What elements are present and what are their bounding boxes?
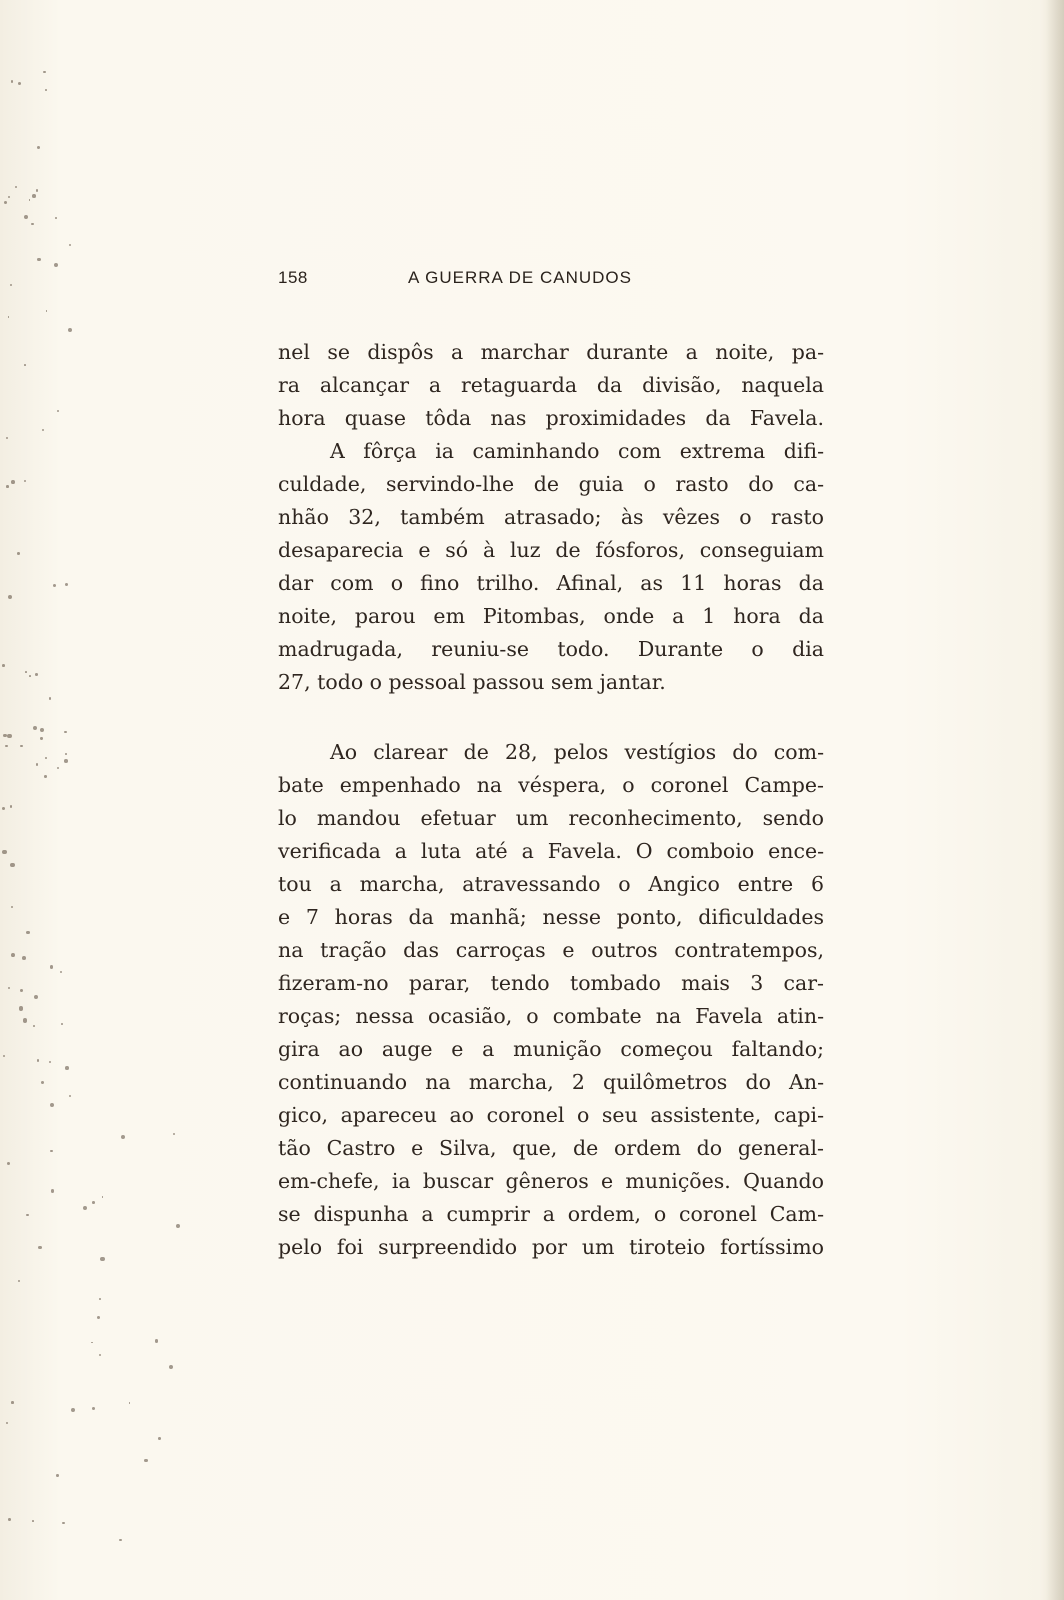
- scan-speck: [6, 1422, 8, 1424]
- scan-speck: [49, 697, 51, 699]
- scan-speck: [97, 1316, 100, 1319]
- paragraph-3: [278, 736, 824, 1264]
- scan-speck: [10, 863, 14, 867]
- text-line: na tração das carroças e outros contratempos,: [278, 938, 824, 962]
- scan-speck: [144, 1459, 148, 1463]
- scan-speck: [20, 745, 22, 747]
- scan-speck: [17, 552, 20, 555]
- scan-speck: [37, 258, 41, 262]
- scan-speck: [36, 763, 38, 765]
- text-line: se dispunha a cumprir a ordem, o coronel Cam-: [278, 1202, 824, 1226]
- scan-speck: [41, 1081, 44, 1084]
- scan-speck: [8, 595, 12, 599]
- scan-speck: [119, 1539, 122, 1542]
- scan-speck: [99, 1298, 101, 1300]
- scan-speck: [54, 263, 58, 267]
- scan-speck: [64, 731, 67, 734]
- text-line: 27, todo o pessoal passou sem jantar.: [278, 670, 666, 694]
- scan-speck: [71, 1408, 75, 1412]
- text-line: lo mandou efetuar um reconhecimento, sendo: [278, 806, 824, 830]
- text-line: nel se dispôs a marchar durante a noite, pa-: [278, 340, 824, 364]
- text-line: hora quase tôda nas proximidades da Favela.: [278, 406, 824, 430]
- scan-speck: [92, 1407, 96, 1411]
- scan-speck: [69, 244, 71, 246]
- scan-speck: [102, 1196, 104, 1198]
- scan-speck: [169, 1365, 173, 1369]
- scan-speck: [24, 215, 28, 219]
- scan-speck: [26, 1214, 28, 1216]
- text-line: culdade, servindo-lhe de guia o rasto do ca-: [278, 472, 824, 496]
- scan-speck: [173, 1133, 175, 1135]
- scan-speck: [56, 1474, 59, 1477]
- scan-speck: [57, 767, 59, 769]
- scan-speck: [43, 71, 46, 74]
- text-line: tou a marcha, atravessando o Angico entre 6: [278, 872, 824, 896]
- body-text: [278, 336, 824, 1264]
- scan-speck: [8, 987, 10, 989]
- scan-speck: [8, 196, 10, 198]
- scan-speck: [8, 316, 10, 318]
- scan-speck: [40, 728, 44, 732]
- scan-speck: [64, 759, 68, 763]
- scan-speck: [7, 734, 11, 738]
- scan-speck: [50, 965, 54, 969]
- scan-speck: [2, 807, 5, 810]
- scan-speck: [49, 1061, 51, 1063]
- text-line: e 7 horas da manhã; nesse ponto, dificuldades: [278, 905, 824, 929]
- scan-speck: [26, 931, 29, 934]
- text-line: pelo foi surpreendido por um tiroteio fortíssimo: [278, 1235, 824, 1259]
- text-line: noite, parou em Pitombas, onde a 1 hora da: [278, 604, 824, 628]
- text-line: Ao clarear de 28, pelos vestígios do com-: [330, 740, 824, 764]
- scan-speck: [176, 1224, 180, 1228]
- scan-speck: [35, 673, 38, 676]
- scan-speck: [25, 671, 27, 673]
- text-line: desaparecia e só à luz de fósforos, conseguiam: [278, 538, 824, 562]
- scan-speck: [11, 80, 13, 82]
- scan-speck: [6, 437, 9, 440]
- text-line: bate empenhado na véspera, o coronel Campe-: [278, 773, 824, 797]
- scan-speck: [20, 989, 23, 992]
- scan-speck: [121, 1135, 125, 1139]
- scan-speck: [55, 217, 57, 219]
- scan-speck: [45, 757, 47, 759]
- scan-speck: [2, 664, 5, 667]
- page-number: 158: [278, 268, 308, 287]
- scan-speck: [65, 1066, 69, 1070]
- scan-speck: [3, 734, 7, 738]
- scan-speck: [34, 995, 38, 999]
- scan-speck: [40, 737, 42, 739]
- scan-speck: [129, 1402, 131, 1404]
- scan-speck: [65, 753, 67, 755]
- scan-speck: [3, 1055, 5, 1057]
- text-line: em-chefe, ia buscar gêneros e munições. Quando: [278, 1169, 824, 1193]
- scan-speck: [31, 223, 33, 225]
- page-header: [278, 268, 838, 294]
- text-line: A fôrça ia caminhando com extrema difi-: [330, 439, 824, 463]
- scan-speck: [29, 675, 31, 677]
- scan-speck: [65, 583, 68, 586]
- scan-speck: [57, 410, 59, 412]
- scan-speck: [155, 1339, 159, 1343]
- scan-speck: [11, 480, 15, 484]
- scan-speck: [4, 201, 7, 204]
- scan-speck: [51, 1189, 55, 1193]
- scan-speck: [38, 1246, 42, 1250]
- page-specks: [0, 0, 200, 1600]
- scan-speck: [32, 1520, 34, 1522]
- text-line: madrugada, reuniu-se todo. Durante o dia: [278, 637, 824, 661]
- scan-speck: [24, 364, 26, 366]
- paragraph-2: [278, 435, 824, 699]
- scan-speck: [24, 480, 26, 482]
- scan-speck: [68, 328, 72, 332]
- scan-speck: [8, 1518, 11, 1521]
- scan-speck: [44, 775, 47, 778]
- scan-speck: [61, 1023, 63, 1025]
- scan-speck: [60, 971, 62, 973]
- scan-speck: [33, 726, 37, 730]
- text-line: continuando na marcha, 2 quilômetros do An-: [278, 1070, 824, 1094]
- scan-speck: [18, 1280, 20, 1282]
- text-line: ra alcançar a retaguarda da divisão, naquela: [278, 373, 824, 397]
- scan-speck: [15, 186, 17, 188]
- scan-speck: [37, 146, 40, 149]
- scan-speck: [62, 1522, 65, 1525]
- text-line: nhão 32, também atrasado; às vêzes o rasto: [278, 505, 824, 529]
- text-line: tão Castro e Silva, que, de ordem do general-: [278, 1136, 824, 1160]
- scan-speck: [45, 89, 47, 91]
- scan-speck: [10, 805, 12, 807]
- text-line: dar com o fino trilho. Afinal, as 11 horas da: [278, 571, 824, 595]
- scan-speck: [11, 1401, 14, 1404]
- scan-speck: [100, 1257, 104, 1261]
- scan-speck: [11, 906, 14, 909]
- scan-speck: [158, 1437, 161, 1440]
- scan-speck: [99, 1354, 101, 1356]
- scan-speck: [50, 1150, 53, 1153]
- scan-speck: [5, 745, 8, 748]
- scan-speck: [32, 194, 36, 198]
- paragraph-gap: [278, 699, 824, 736]
- scan-speck: [83, 1206, 87, 1210]
- scan-speck: [29, 199, 31, 201]
- running-title: A GUERRA DE CANUDOS: [408, 268, 632, 287]
- scan-speck: [92, 1201, 95, 1204]
- scan-speck: [6, 485, 9, 488]
- scan-speck: [18, 82, 21, 85]
- scan-speck: [10, 284, 12, 286]
- scan-speck: [91, 1342, 93, 1344]
- scan-speck: [19, 1006, 23, 1010]
- scan-speck: [11, 953, 15, 957]
- text-line: gira ao auge e a munição começou faltando;: [278, 1037, 824, 1061]
- scan-speck: [46, 310, 48, 312]
- scan-speck: [7, 1162, 10, 1165]
- page-edge-shadow: [1046, 0, 1064, 1600]
- text-line: roças; nessa ocasião, o combate na Favela atin-: [278, 1004, 824, 1028]
- scan-speck: [42, 429, 44, 431]
- scan-speck: [69, 1095, 71, 1097]
- scan-speck: [53, 584, 56, 587]
- scan-speck: [2, 850, 6, 854]
- text-line: verificada a luta até a Favela. O comboio ence-: [278, 839, 824, 863]
- scan-speck: [37, 1059, 39, 1061]
- scan-speck: [33, 1025, 35, 1027]
- scan-speck: [50, 1103, 54, 1107]
- scan-speck: [23, 1018, 27, 1022]
- text-line: gico, apareceu ao coronel o seu assistente, capi-: [278, 1103, 824, 1127]
- paragraph-1: [278, 336, 824, 435]
- scan-speck: [36, 189, 38, 191]
- scan-speck: [22, 956, 26, 960]
- text-line: fizeram-no parar, tendo tombado mais 3 car-: [278, 971, 824, 995]
